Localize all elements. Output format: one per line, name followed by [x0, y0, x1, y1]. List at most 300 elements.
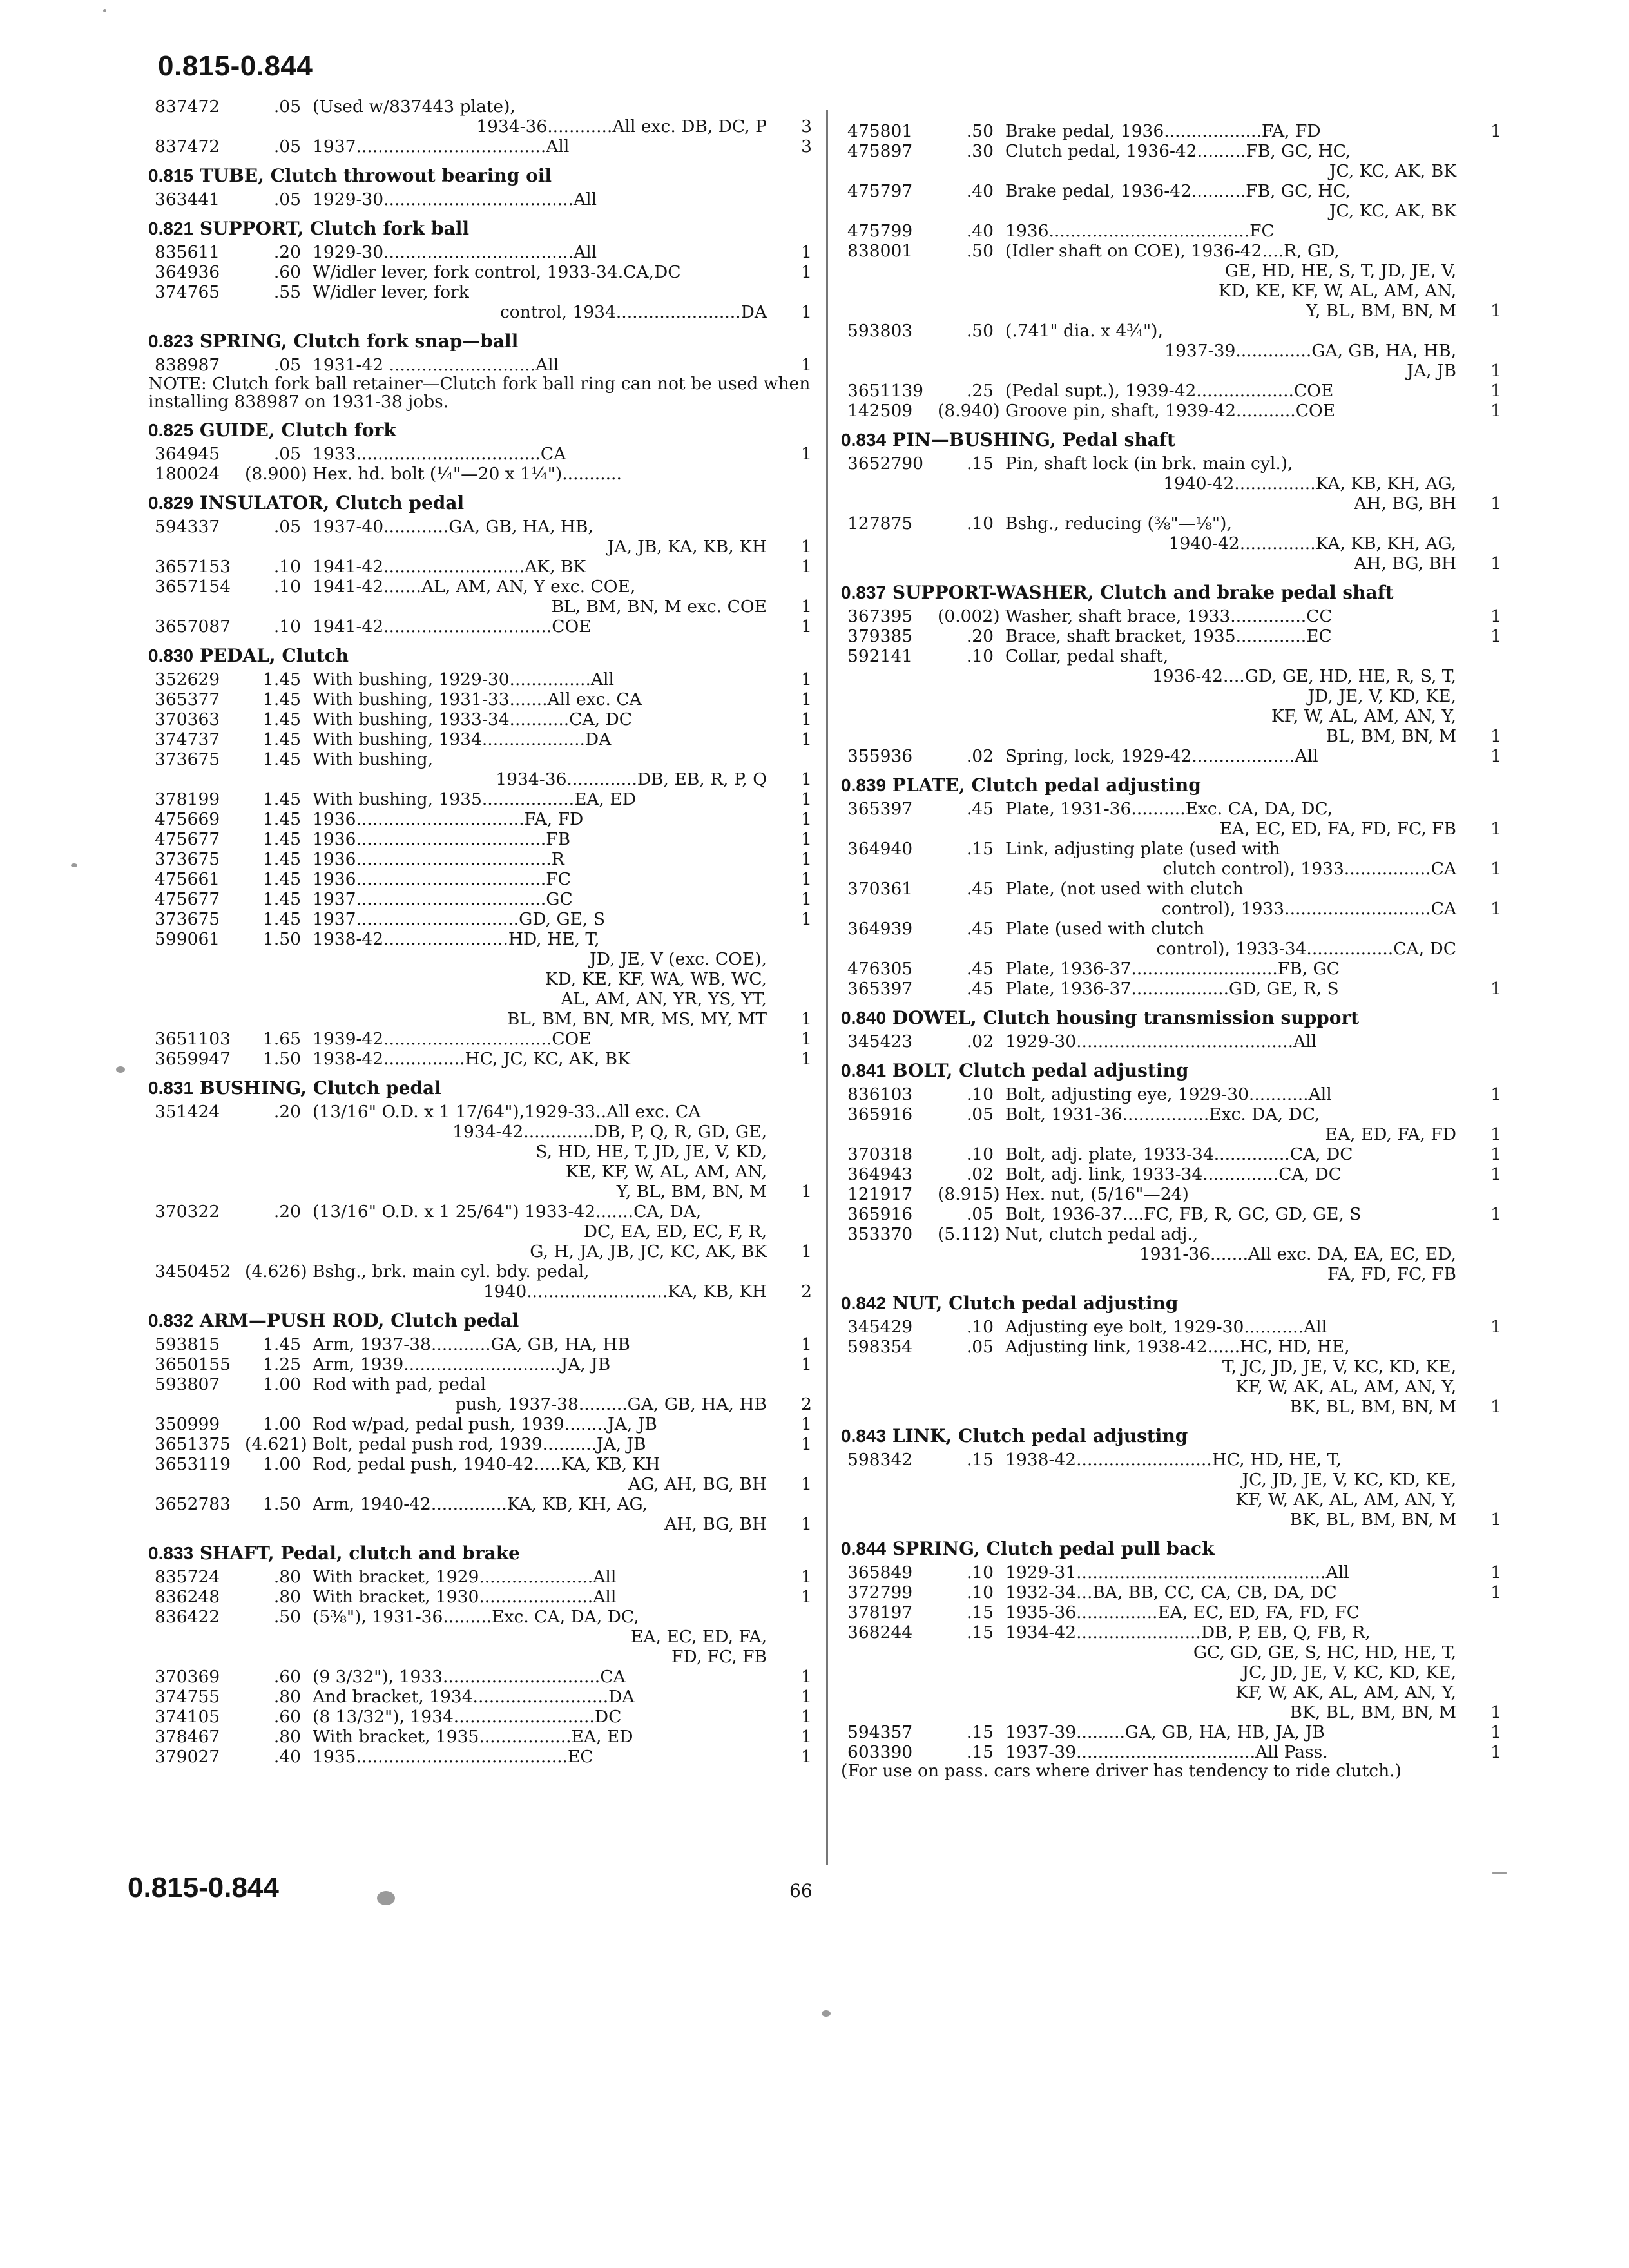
quantity: 1: [1490, 899, 1501, 919]
price: .10: [966, 1144, 994, 1164]
part-number: 598342: [847, 1450, 913, 1470]
quantity: 1: [801, 769, 812, 789]
part-row: [822, 401, 1501, 421]
part-row: [129, 809, 812, 829]
part-description: Arm, 1937-38...........GA, GB, HA, HB: [313, 1334, 630, 1354]
part-description: 1932-34...BA, BB, CC, CA, CB, DA, DC: [1005, 1582, 1337, 1602]
part-row: [129, 137, 812, 157]
left-column: [129, 97, 812, 1767]
section-number: 0.831: [148, 1078, 194, 1098]
part-description: Hex. nut, (5/16"—24): [1005, 1184, 1189, 1204]
part-row: [129, 1182, 812, 1202]
quantity: 1: [801, 849, 812, 869]
price: .40: [273, 1747, 301, 1767]
price: .05: [966, 1204, 994, 1224]
price: 1.45: [262, 709, 301, 729]
part-row: [822, 979, 1501, 999]
part-number: 835724: [155, 1567, 220, 1587]
continuation-text: JC, JD, JE, V, KC, KD, KE,: [1242, 1470, 1456, 1490]
price: .02: [966, 1032, 994, 1052]
part-row: [129, 1394, 812, 1414]
part-description: With bracket, 1935.................EA, ED: [313, 1727, 633, 1747]
section-title: DOWEL, Clutch housing transmission support: [892, 1007, 1360, 1028]
section-title: SHAFT, Pedal, clutch and brake: [199, 1542, 520, 1564]
quantity: 1: [1490, 979, 1501, 999]
page-footer: 0.815-0.844: [128, 1872, 279, 1903]
quantity: 1: [1490, 1124, 1501, 1144]
part-row: [129, 557, 812, 577]
quantity: 1: [801, 1567, 812, 1587]
part-number: 475799: [847, 221, 913, 241]
part-row: [129, 1687, 812, 1707]
section-heading: [148, 218, 812, 238]
part-number: 3651103: [155, 1029, 231, 1049]
part-row: [822, 859, 1501, 879]
part-number: 593815: [155, 1334, 220, 1354]
section-heading: [148, 646, 812, 666]
continuation-text: BK, BL, BM, BN, M: [1289, 1510, 1456, 1530]
quantity: 1: [801, 869, 812, 889]
price: .05: [273, 97, 301, 117]
part-row: [822, 919, 1501, 939]
part-number: 370369: [155, 1667, 220, 1687]
quantity: 1: [1490, 726, 1501, 746]
part-number: 364939: [847, 919, 913, 939]
part-row: [129, 1102, 812, 1122]
price: .45: [966, 919, 994, 939]
part-row: [129, 929, 812, 949]
quantity: 1: [801, 597, 812, 617]
part-number: 127875: [847, 514, 913, 533]
part-description: With bracket, 1930.....................All: [313, 1587, 617, 1607]
part-number: 3659947: [155, 1049, 231, 1069]
price: 1.00: [262, 1374, 301, 1394]
continuation-text: JD, JE, V (exc. COE),: [590, 949, 767, 969]
part-description: With bushing, 1935.................EA, ED: [313, 789, 636, 809]
quantity: 1: [1490, 1582, 1501, 1602]
price: 1.45: [262, 809, 301, 829]
part-row: [822, 646, 1501, 666]
part-row: [129, 597, 812, 617]
section-title: PEDAL, Clutch: [199, 645, 349, 666]
section: [129, 493, 812, 637]
part-row: [822, 1622, 1501, 1642]
continuation-text: KF, W, AL, AM, AN, Y,: [1271, 706, 1456, 726]
section-title: SPRING, Clutch fork snap—ball: [199, 331, 519, 352]
part-row: [822, 1317, 1501, 1337]
scan-speck: [377, 1891, 395, 1905]
quantity: 1: [801, 889, 812, 909]
part-row: [129, 1222, 812, 1242]
quantity: 1: [801, 557, 812, 577]
part-number: 370361: [847, 879, 913, 899]
part-row: [822, 1642, 1501, 1662]
price: .25: [966, 381, 994, 401]
quantity: 1: [1490, 1144, 1501, 1164]
part-number: 365397: [847, 799, 913, 819]
price: .60: [273, 262, 301, 282]
quantity: 1: [801, 909, 812, 929]
quantity: 1: [801, 1587, 812, 1607]
part-description: 1934-42.......................DB, P, EB, Q, FB, R,: [1005, 1622, 1371, 1642]
part-description: (Idler shaft on COE), 1936-42....R, GD,: [1005, 241, 1340, 261]
section-number: 0.833: [148, 1543, 194, 1563]
part-description: (13/16" O.D. x 1 17/64"),1929-33..All exc. CA: [313, 1102, 701, 1122]
continuation-text: AL, AM, AN, YR, YS, YT,: [561, 989, 767, 1009]
part-number: 475669: [155, 809, 220, 829]
quantity: 1: [1490, 859, 1501, 879]
section-title: TUBE, Clutch throwout bearing oil: [199, 165, 552, 186]
part-row: [822, 533, 1501, 553]
section: [822, 1061, 1501, 1284]
part-description: Link, adjusting plate (used with: [1005, 839, 1280, 859]
part-number: 373675: [155, 909, 220, 929]
section-number: 0.823: [148, 331, 194, 351]
price: (0.002): [938, 606, 1000, 626]
part-number: 3450452: [155, 1262, 231, 1282]
price: .15: [966, 1742, 994, 1762]
continuation-text: 1940-42..............KA, KB, KH, AG,: [1168, 533, 1456, 553]
part-number: 370318: [847, 1144, 913, 1164]
price: 1.50: [262, 1049, 301, 1069]
part-description: (Pedal supt.), 1939-42..................COE: [1005, 381, 1334, 401]
price: (5.112): [938, 1224, 1000, 1244]
part-row: [822, 1562, 1501, 1582]
price: (8.915): [938, 1184, 1000, 1204]
part-row: [822, 321, 1501, 341]
continuation-text: GE, HD, HE, S, T, JD, JE, V,: [1224, 261, 1456, 281]
continuation-text: JC, KC, AK, BK: [1329, 201, 1456, 221]
price: 1.25: [262, 1354, 301, 1374]
continuation-text: EA, EC, ED, FA,: [631, 1627, 767, 1647]
quantity: 1: [1490, 301, 1501, 321]
part-number: 837472: [155, 97, 220, 117]
section-title: SUPPORT, Clutch fork ball: [199, 218, 469, 239]
section-number: 0.841: [841, 1061, 887, 1081]
part-row: [822, 799, 1501, 819]
continuation-text: KD, KE, KF, WA, WB, WC,: [545, 969, 767, 989]
part-row: [129, 117, 812, 137]
part-number: 598354: [847, 1337, 913, 1357]
section-heading: [841, 775, 1501, 795]
part-number: 379385: [847, 626, 913, 646]
quantity: 1: [801, 355, 812, 375]
quantity: 1: [801, 1334, 812, 1354]
part-row: [822, 879, 1501, 899]
continuation-text: T, JC, JD, JE, V, KC, KD, KE,: [1222, 1357, 1456, 1377]
part-description: 1929-31..............................................All: [1005, 1562, 1349, 1582]
section: [822, 1539, 1501, 1780]
part-number: 364943: [847, 1164, 913, 1184]
part-row: [822, 141, 1501, 161]
continuation-text: 1934-36............All exc. DB, DC, P: [476, 117, 767, 137]
part-row: [822, 301, 1501, 321]
quantity: 1: [1490, 553, 1501, 573]
continuation-text: KE, KF, W, AL, AM, AN,: [565, 1162, 767, 1182]
section-heading: [148, 420, 812, 440]
part-row: [129, 909, 812, 929]
part-description: With bushing, 1933-34...........CA, DC: [313, 709, 632, 729]
section-number: 0.832: [148, 1311, 194, 1331]
part-number: 378197: [847, 1602, 913, 1622]
part-description: Bolt, 1936-37....FC, FB, R, GC, GD, GE, S: [1005, 1204, 1362, 1224]
price: .15: [966, 1722, 994, 1742]
part-row: [129, 989, 812, 1009]
scan-speck: [71, 863, 77, 867]
part-number: 3652790: [847, 454, 924, 474]
continuation-text: control), 1933...........................CA: [1161, 899, 1456, 919]
continuation-text: KF, W, AK, AL, AM, AN, Y,: [1235, 1682, 1456, 1702]
quantity: 1: [801, 1667, 812, 1687]
part-row: [822, 1470, 1501, 1490]
price: 1.65: [262, 1029, 301, 1049]
continuation-text: Y, BL, BM, BN, M: [616, 1182, 767, 1202]
part-row: [129, 1474, 812, 1494]
part-row: [129, 1262, 812, 1282]
part-description: 1937-40............GA, GB, HA, HB,: [313, 517, 593, 537]
part-number: 374765: [155, 282, 220, 302]
quantity: 1: [801, 1434, 812, 1454]
continuation-text: clutch control), 1933................CA: [1162, 859, 1456, 879]
part-number: 345429: [847, 1317, 913, 1337]
part-row: [129, 1009, 812, 1029]
part-row: [822, 494, 1501, 514]
part-row: [129, 1162, 812, 1182]
continuation-text: 1934-36.............DB, EB, R, P, Q: [496, 769, 767, 789]
quantity: 1: [1490, 1742, 1501, 1762]
part-row: [129, 355, 812, 375]
part-number: 475661: [155, 869, 220, 889]
quantity: 1: [1490, 819, 1501, 839]
part-number: 594357: [847, 1722, 913, 1742]
part-number: 3651375: [155, 1434, 231, 1454]
part-row: [129, 949, 812, 969]
part-row: [822, 454, 1501, 474]
price: 1.45: [262, 889, 301, 909]
part-row: [822, 1084, 1501, 1104]
section-number: 0.837: [841, 582, 887, 602]
part-row: [822, 606, 1501, 626]
continuation-text: KD, KE, KF, W, AL, AM, AN,: [1218, 281, 1456, 301]
part-row: [822, 1602, 1501, 1622]
part-row: [822, 341, 1501, 361]
part-row: [822, 666, 1501, 686]
part-number: 352629: [155, 669, 220, 689]
price: .40: [966, 221, 994, 241]
part-number: 364940: [847, 839, 913, 859]
section: [822, 121, 1501, 421]
page-header: 0.815-0.844: [158, 50, 313, 82]
section-number: 0.825: [148, 420, 194, 440]
part-description: 1939-42...............................COE: [313, 1029, 592, 1049]
part-description: Plate, 1936-37..................GD, GE, R, S: [1005, 979, 1339, 999]
part-row: [129, 1202, 812, 1222]
price: .50: [966, 241, 994, 261]
quantity: 3: [801, 137, 812, 157]
part-row: [129, 869, 812, 889]
quantity: 1: [1490, 1722, 1501, 1742]
part-row: [129, 517, 812, 537]
quantity: 1: [801, 729, 812, 749]
continuation-text: BK, BL, BM, BN, M: [1289, 1702, 1456, 1722]
part-number: 3657087: [155, 617, 231, 637]
price: 1.45: [262, 849, 301, 869]
scan-speck: [103, 9, 106, 12]
section-heading: [841, 1539, 1501, 1559]
price: .05: [966, 1104, 994, 1124]
quantity: 1: [801, 1474, 812, 1494]
part-row: [129, 1647, 812, 1667]
price: .55: [273, 282, 301, 302]
price: 1.45: [262, 689, 301, 709]
quantity: 1: [801, 1354, 812, 1374]
continuation-text: JC, KC, AK, BK: [1329, 161, 1456, 181]
continuation-text: 1940-42...............KA, KB, KH, AG,: [1163, 474, 1456, 494]
quantity: 1: [801, 1414, 812, 1434]
section-number: 0.843: [841, 1426, 887, 1446]
part-description: Bshg., brk. main cyl. bdy. pedal,: [313, 1262, 590, 1282]
quantity: 1: [1490, 1317, 1501, 1337]
quantity: 1: [801, 709, 812, 729]
price: .80: [273, 1687, 301, 1707]
part-row: [129, 302, 812, 322]
part-description: With bushing, 1931-33.......All exc. CA: [313, 689, 642, 709]
continuation-text: KF, W, AK, AL, AM, AN, Y,: [1235, 1377, 1456, 1397]
part-description: Bolt, 1931-36................Exc. DA, DC,: [1005, 1104, 1320, 1124]
part-description: (5⅜"), 1931-36.........Exc. CA, DA, DC,: [313, 1607, 639, 1627]
section-number: 0.815: [148, 166, 194, 186]
part-row: [129, 242, 812, 262]
quantity: 1: [1490, 1510, 1501, 1530]
quantity: 1: [801, 1009, 812, 1029]
price: .45: [966, 959, 994, 979]
quantity: 1: [801, 669, 812, 689]
part-number: 594337: [155, 517, 220, 537]
part-number: 121917: [847, 1184, 913, 1204]
part-number: 593803: [847, 321, 913, 341]
section-title: NUT, Clutch pedal adjusting: [892, 1293, 1179, 1314]
continuation-text: FA, FD, FC, FB: [1327, 1264, 1456, 1284]
price: .20: [966, 626, 994, 646]
part-row: [129, 1727, 812, 1747]
price: .10: [966, 1084, 994, 1104]
section: [129, 166, 812, 209]
section-title: SUPPORT-WASHER, Clutch and brake pedal shaft: [892, 582, 1394, 603]
price: .30: [966, 141, 994, 161]
section-heading: [148, 331, 812, 351]
part-number: 593807: [155, 1374, 220, 1394]
page-number: 66: [789, 1880, 813, 1901]
quantity: 1: [1490, 1397, 1501, 1417]
price: 1.45: [262, 669, 301, 689]
price: .80: [273, 1727, 301, 1747]
part-row: [822, 121, 1501, 141]
scan-speck: [822, 2010, 831, 2017]
price: 1.45: [262, 749, 301, 769]
part-row: [129, 1607, 812, 1627]
part-row: [822, 1164, 1501, 1184]
part-number: 364945: [155, 444, 220, 464]
section-title: INSULATOR, Clutch pedal: [199, 492, 465, 514]
part-description: Clutch pedal, 1936-42.........FB, GC, HC,: [1005, 141, 1351, 161]
part-description: 1937...................................All: [313, 137, 570, 157]
part-description: Hex. hd. bolt (¼"—20 x 1¼")...........: [313, 464, 622, 484]
continuation-text: G, H, JA, JB, JC, KC, AK, BK: [530, 1242, 767, 1262]
section-heading: [841, 1008, 1501, 1028]
part-number: 370363: [155, 709, 220, 729]
quantity: 1: [801, 1727, 812, 1747]
continuation-text: AG, AH, BG, BH: [628, 1474, 767, 1494]
section: [822, 582, 1501, 766]
quantity: 2: [801, 1394, 812, 1414]
part-number: 350999: [155, 1414, 220, 1434]
quantity: 1: [801, 262, 812, 282]
price: .80: [273, 1567, 301, 1587]
continuation-text: BL, BM, BN, M exc. COE: [551, 597, 767, 617]
part-row: [129, 1142, 812, 1162]
part-row: [822, 819, 1501, 839]
part-number: 374105: [155, 1707, 220, 1727]
part-row: [822, 1264, 1501, 1284]
section-number: 0.830: [148, 646, 194, 666]
part-row: [822, 839, 1501, 859]
note-text: NOTE: Clutch fork ball retainer—Clutch fork ball ring can not be used when installing 838987 on 1931-38 jobs.: [148, 374, 811, 412]
part-row: [129, 577, 812, 597]
section: [129, 1311, 812, 1534]
continuation-text: JA, JB: [1407, 361, 1456, 381]
quantity: 1: [801, 1242, 812, 1262]
part-description: 1935-36...............EA, EC, ED, FA, FD, FC: [1005, 1602, 1360, 1622]
part-row: [129, 769, 812, 789]
part-row: [822, 1722, 1501, 1742]
part-number: 3652783: [155, 1494, 231, 1514]
quantity: 1: [801, 829, 812, 849]
quantity: 1: [1490, 121, 1501, 141]
part-description: With bushing,: [313, 749, 434, 769]
part-description: Brace, shaft bracket, 1935.............EC: [1005, 626, 1332, 646]
price: .60: [273, 1707, 301, 1727]
part-number: 476305: [847, 959, 913, 979]
price: .15: [966, 1622, 994, 1642]
price: .10: [273, 577, 301, 597]
section-heading: [841, 582, 1501, 602]
price: .45: [966, 799, 994, 819]
part-row: [129, 709, 812, 729]
price: .45: [966, 879, 994, 899]
continuation-text: BK, BL, BM, BN, M: [1289, 1397, 1456, 1417]
continuation-text: AH, BG, BH: [1354, 494, 1456, 514]
quantity: 1: [801, 689, 812, 709]
part-description: Brake pedal, 1936..................FA, FD: [1005, 121, 1321, 141]
quantity: 1: [801, 1182, 812, 1202]
part-row: [822, 686, 1501, 706]
part-number: 475677: [155, 889, 220, 909]
part-number: 370322: [155, 1202, 220, 1222]
part-number: 180024: [155, 464, 220, 484]
part-number: 365916: [847, 1104, 913, 1124]
part-row: [129, 1029, 812, 1049]
part-description: 1933..................................CA: [313, 444, 566, 464]
part-row: [822, 1224, 1501, 1244]
quantity: 1: [1490, 494, 1501, 514]
part-number: 3650155: [155, 1354, 231, 1374]
part-row: [129, 1667, 812, 1687]
quantity: 1: [801, 617, 812, 637]
section: [129, 646, 812, 1069]
section-title: SPRING, Clutch pedal pull back: [892, 1538, 1215, 1559]
section-title: ARM—PUSH ROD, Clutch pedal: [199, 1310, 519, 1331]
part-row: [129, 189, 812, 209]
